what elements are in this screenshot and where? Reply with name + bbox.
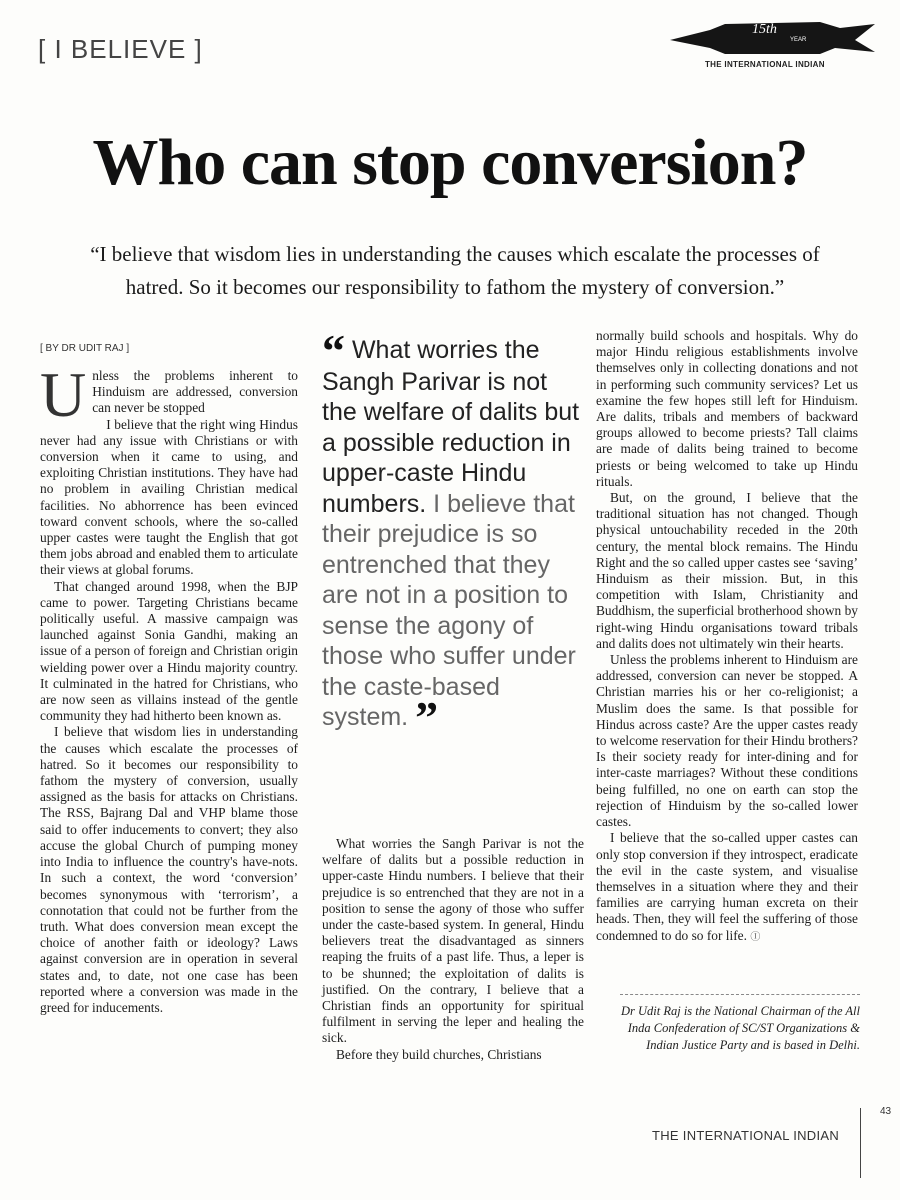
paragraph: I believe that the right wing Hindus never had any issue with Christians or with conversion when it came to using, and exploiting Christian institutions. They have had no problem in availing Christian medical facilities. No abhorrence has been evinced toward convent schools, where the so-called upper castes were taught the English that got them jobs abroad and enabled them to articulate their views at global forums. [40,416,298,578]
paragraph: What worries the Sangh Parivar is not the welfare of dalits but a possible reduction in upper-caste Hindu numbers. I believe that their prejudice is so entrenched that they are not in a position to sense the agony of those who suffer under the caste-based system. In general, Hindu believers treat the disadvantaged as sinners reaping the fruits of a past life. Thus, a leper is to be shunned; the exploitation of dalits is justified. On the contrary, I believe that a Christian finds an opportunity for spiritual fulfilment in serving the leper and healing the sick. [322,836,584,1046]
paragraph: Before they build churches, Christians [336,1046,542,1062]
divider [620,994,860,995]
ribbon-label: 15th [752,22,777,37]
paragraph: That changed around 1998, when the BJP came to power. Targeting Christians became politically useful. A massive campaign was launched against Sonia Gandhi, making an issue of a person of foreign and Christian origin wielding power over a Hindu majority country. It culminated in the hatred for Christians, who are now seen as villains instead of the gentle community they had hitherto been known as. [40,578,298,724]
paragraph: normally build schools and hospitals. Why do major Hindu religious establishments involve themselves only in collecting donations and not in performing such community services? Let us examine the few hopes still left for Hinduism. Are dalits, tribals and members of backward groups allowed to become priests? Tall claims are made of dalits being trained to become priests or being welcomed to take up Hindu rituals. [596,328,858,489]
divider [860,1108,861,1178]
paragraph: Unless the problems inherent to Hinduism are addressed, conversion can never be stopped. A Christian marries his or her co-religionist; a Muslim does the same. Is that possible for Hindus across caste? Are the upper castes ready to welcome reservation for their Hindu brothers? Is their society ready for inter-dining and for inter-caste marriages? Without these conditions being fulfilled, no one on earth can stop the rejection of Hinduism by the so-called lower castes. [596,652,858,830]
page-number: 43 [880,1106,892,1117]
end-mark-icon: Ⓘ [750,931,761,943]
pull-quote-dark: What worries the Sangh Parivar is not the welfare of dalits but a possible reduction in upper-caste Hindu numbers. [322,336,580,518]
masthead-brand: THE INTERNATIONAL INDIAN [705,60,825,69]
author-note: Dr Udit Raj is the National Chairman of the All Inda Confederation of SC/ST Organizations & Indian Justice Party and is based in Delhi. [620,1004,860,1052]
paragraph: Unless the problems inherent to Hinduism are addressed, conversion can never be stopped [40,359,298,430]
section-tag: [ I BELIEVE ] [38,34,203,64]
ribbon-sublabel: YEAR [790,37,807,43]
article-column-2 [322,836,584,1063]
close-quote-mark: ” [415,692,439,743]
article-column-1 [40,359,298,1016]
open-quote-mark: “ [322,325,345,376]
pull-quote [322,325,584,743]
drop-cap: U [40,359,87,430]
paragraph: I believe that wisdom lies in understanding the causes which escalate the processes of hatred. So it becomes our responsibility to fathom the mystery of conversion, usually assigned as the basis for attacks on Christians. The RSS, Bajrang Dal and VHP blame those said to offer inducements to convert; they also accuse the global Church of pumping money into India to influence the country's have-nots. In such a context, the word ‘conversion’ becomes synonymous with ‘terrorism’, a connotation that could not be further from the truth. What does conversion mean except the choice of another faith or ideology? Laws against conversion are in operation in several states and, to date, not one case has been reported where a conversion was made in the greed for inducements. [40,724,298,1015]
byline: [ BY DR UDIT RAJ ] [40,343,130,354]
footer-brand: THE INTERNATIONAL INDIAN [652,1128,840,1143]
article-column-3 [596,328,858,946]
standfirst-quote: “I believe that wisdom lies in understanding the causes which escalate the processes of hatred. So it becomes our responsibility to fathom the mystery of conversion.” [90,242,820,299]
paragraph: But, on the ground, I believe that the traditional situation has not changed. Though physical untouchability receded in the 20th century, the mental block remains. The Hindu Right and the so called upper castes see ‘saving’ Hinduism as their mission. But, in this competition with Islam, Christianity and Buddhism, the superficial brotherhood shown by right-wing Hindu organisations toward tribals and dalits does not ultimately win their hearts. [596,490,858,651]
pull-quote-grey: I believe that their prejudice is so entrenched that they are not in a position to sense the agony of those who suffer under the caste-based system. [322,489,576,731]
article-headline: Who can stop conversion? [92,126,808,199]
paragraph: I believe that the so-called upper castes can only stop conversion if they introspect, eradicate the evil in the caste system, and visualise themselves in a situation where they and their families are carrying human excreta on their heads. Then, they will feel the suffering of those condemned to do so for life. Ⓘ [596,830,858,943]
